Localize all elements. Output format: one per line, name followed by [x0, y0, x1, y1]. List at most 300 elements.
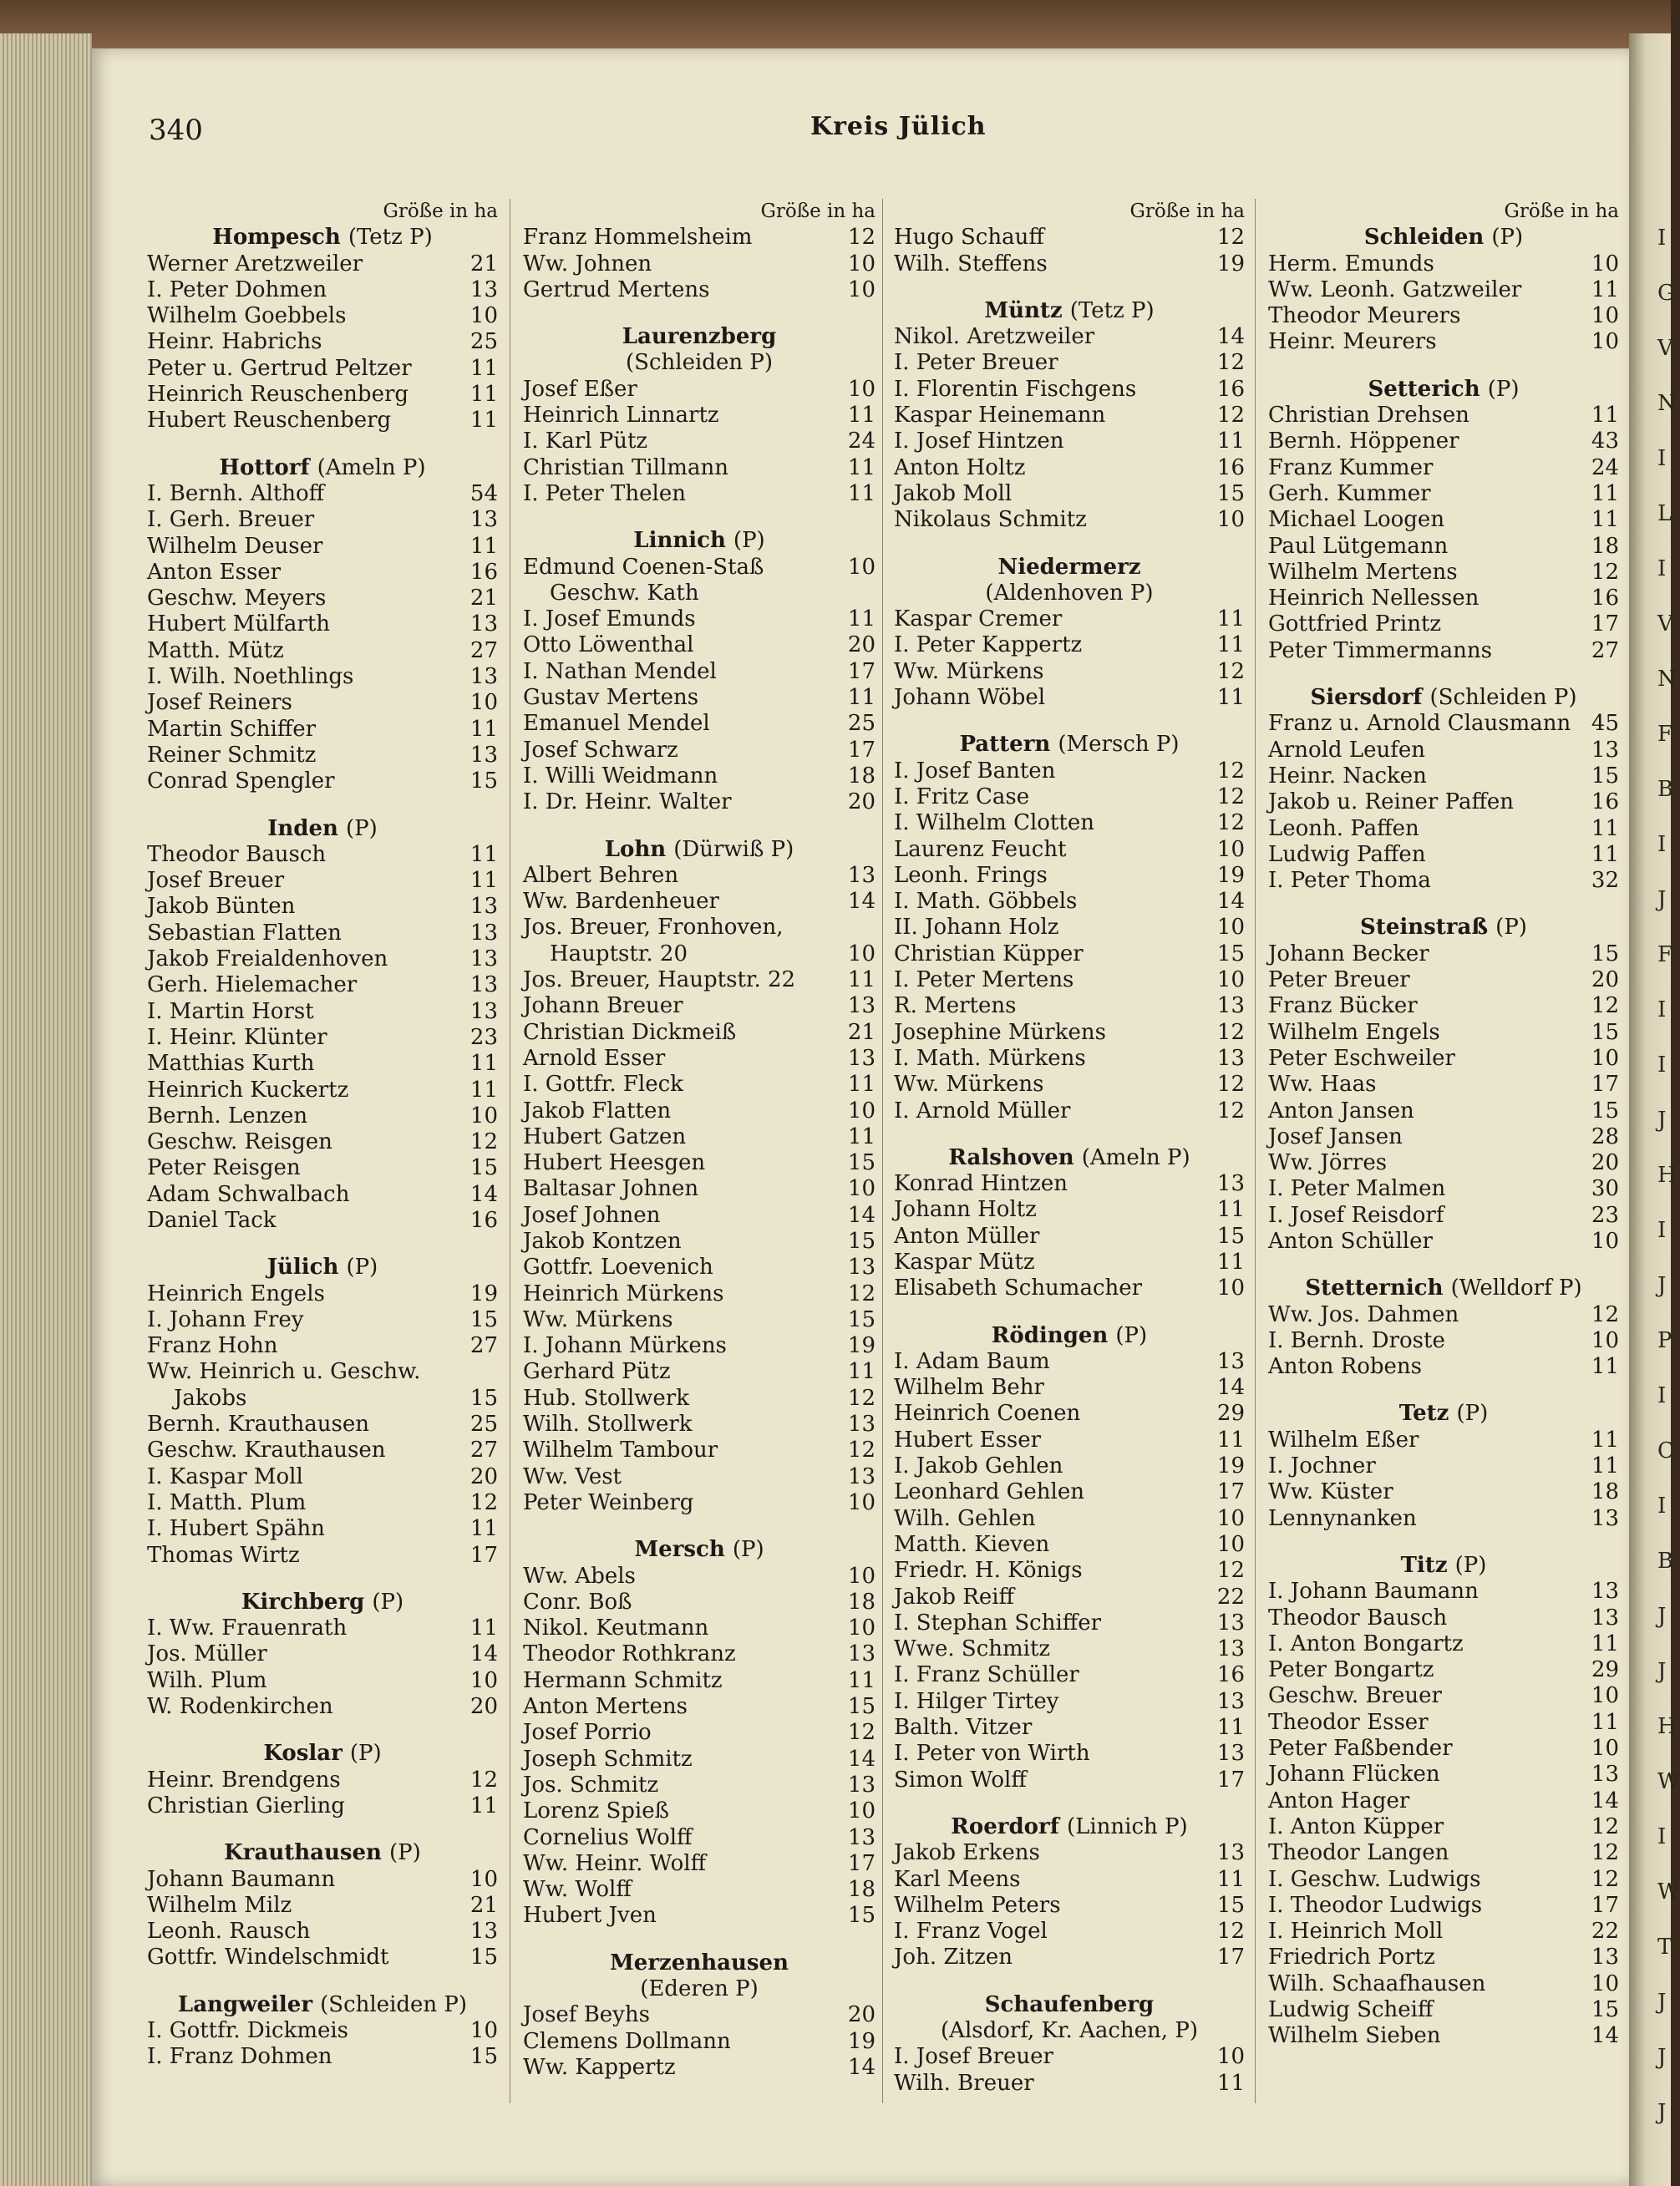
owner-name: Matth. Mütz: [147, 637, 284, 663]
area-ha: 16: [1591, 586, 1619, 611]
entry-row: [523, 1798, 876, 1824]
village-heading: [523, 837, 876, 863]
area-ha: 25: [469, 1412, 498, 1438]
entry-row: [1268, 941, 1619, 967]
owner-name: II. Johann Holz: [894, 915, 1059, 941]
area-ha: 15: [1591, 941, 1619, 966]
owner-name: Gottfried Printz: [1268, 611, 1442, 637]
entry-row: [147, 972, 498, 998]
owner-name: Christian Gierling: [147, 1793, 345, 1818]
area-ha: 15: [469, 1306, 498, 1332]
area-ha: 10: [847, 1176, 876, 1202]
area-ha: 10: [1591, 1683, 1619, 1709]
owner-name: Heinrich Linnartz: [523, 403, 719, 429]
entry-row: [523, 1694, 876, 1720]
owner-name: I. Josef Hintzen: [894, 429, 1064, 454]
owner-name: Christian Dickmeiß: [523, 1019, 737, 1045]
village-heading: [147, 1741, 498, 1767]
owner-name: Kaspar Cremer: [894, 606, 1063, 632]
owner-name: Wilhelm Goebbels: [147, 303, 347, 329]
entry-row: [523, 403, 876, 429]
area-ha: 15: [1216, 1892, 1245, 1918]
owner-name: Theodor Meurers: [1268, 303, 1461, 329]
entry-row: [147, 329, 498, 355]
area-ha: 54: [469, 480, 498, 506]
village-name: Laurenzberg: [622, 324, 777, 350]
entry-row: [1268, 1683, 1619, 1709]
entry-row: [147, 1051, 498, 1077]
column-3: [894, 199, 1245, 2097]
area-ha: 10: [1591, 1327, 1619, 1353]
parish-label: (P): [733, 528, 765, 554]
entry-row: [894, 2071, 1245, 2097]
parish-subheading: (Ederen P): [640, 1976, 759, 2001]
owner-name: Conrad Spengler: [147, 768, 335, 794]
entry-row: [147, 1386, 498, 1412]
owner-name: I. Hilger Tirtey: [894, 1688, 1059, 1714]
village-heading: [1268, 1401, 1619, 1427]
village-name: Koslar: [263, 1741, 343, 1767]
entry-row: [147, 1078, 498, 1103]
entry-row: [147, 1208, 498, 1234]
area-ha: 16: [1216, 376, 1245, 402]
owner-name: Balth. Vitzer: [894, 1715, 1033, 1741]
owner-name: Peter Eschweiler: [1268, 1045, 1455, 1071]
next-page-fragment: I: [1657, 832, 1667, 857]
owner-name: Hauptstr. 20: [550, 941, 688, 966]
owner-name: I. Josef Banten: [894, 758, 1056, 784]
village-heading: [147, 1840, 498, 1866]
area-ha: 11: [1216, 1427, 1245, 1453]
area-ha: 11: [1591, 1354, 1619, 1380]
entry-row: [523, 685, 876, 711]
area-ha: 10: [847, 1563, 876, 1589]
entry-row: [147, 743, 498, 768]
area-ha: 14: [469, 1181, 498, 1207]
village-name: Setterich: [1368, 376, 1480, 402]
entry-row: [147, 1919, 498, 1945]
parish-label: (P): [1456, 1401, 1489, 1427]
entry-row: [1268, 403, 1619, 429]
owner-name: Wilhelm Eßer: [1268, 1427, 1419, 1453]
village-name: Pattern: [959, 732, 1051, 758]
entry-row: [894, 1689, 1245, 1715]
area-ha: 12: [1216, 1098, 1245, 1123]
entry-row: [1268, 1453, 1619, 1479]
owner-name: Daniel Tack: [147, 1207, 277, 1233]
entry-row: [523, 763, 876, 789]
entry-row: [894, 837, 1245, 863]
entry-row: [894, 1558, 1245, 1584]
owner-name: Geschw. Kath: [550, 580, 699, 606]
area-ha: 10: [469, 1866, 498, 1892]
owner-name: I. Anton Bongartz: [1268, 1631, 1464, 1656]
area-ha: 10: [469, 1103, 498, 1129]
village-heading: [1268, 377, 1619, 403]
owner-name: Heinr. Nacken: [1268, 763, 1427, 789]
village-name: Hottorf: [219, 454, 310, 480]
entry-row: [147, 1103, 498, 1129]
owner-name: Wilhelm Mertens: [1268, 559, 1458, 585]
entry-row: [523, 555, 876, 581]
next-page-fragment: B: [1657, 1549, 1674, 1574]
owner-name: Heinrich Reuschenberg: [147, 382, 409, 408]
owner-name: Jos. Schmitz: [523, 1772, 659, 1798]
entry-row: [523, 1564, 876, 1590]
entry-row: [147, 1333, 498, 1359]
entry-row: [894, 455, 1245, 481]
entry-row: [523, 659, 876, 685]
owner-name: I. Willi Weidmann: [523, 763, 718, 789]
area-ha: 11: [1216, 632, 1245, 658]
owner-name: Ww. Jos. Dahmen: [1268, 1301, 1459, 1327]
area-ha: 23: [1591, 1202, 1619, 1228]
owner-name: Bernh. Höppener: [1268, 429, 1459, 454]
area-ha: 11: [469, 716, 498, 742]
owner-name: Hubert Mülfarth: [147, 611, 331, 637]
area-ha: 11: [847, 403, 876, 429]
entry-row: [523, 1903, 876, 1929]
area-ha: 11: [469, 355, 498, 381]
village-name: Stetternich: [1305, 1276, 1444, 1301]
owner-name: Anton Hager: [1268, 1788, 1410, 1813]
area-ha: 24: [847, 429, 876, 454]
entry-row: [523, 711, 876, 737]
parish-subheading: (Aldenhoven P): [985, 580, 1154, 606]
area-ha: 43: [1591, 429, 1619, 454]
column-1: [147, 199, 498, 2071]
entry-row: [147, 1307, 498, 1333]
area-ha: 12: [1216, 403, 1245, 429]
entry-row: [523, 967, 876, 993]
entry-row: [147, 408, 498, 434]
entry-row: [147, 768, 498, 794]
entry-row: [1268, 1354, 1619, 1380]
area-ha: 17: [1216, 1945, 1245, 1970]
parish-label: (P): [1495, 915, 1527, 941]
owner-name: Jakob Erkens: [894, 1840, 1040, 1866]
entry-row: [894, 251, 1245, 277]
entry-row: [894, 1741, 1245, 1767]
owner-name: R. Mertens: [894, 993, 1017, 1019]
area-ha: 19: [1216, 862, 1245, 888]
next-page-fragment: V: [1657, 336, 1673, 361]
area-ha: 12: [1216, 1919, 1245, 1945]
entry-row: [1268, 1072, 1619, 1098]
area-ha: 21: [847, 1019, 876, 1045]
area-ha: 27: [469, 637, 498, 663]
area-ha: 11: [1591, 403, 1619, 429]
entry-row: [1268, 1945, 1619, 1970]
area-ha: 13: [1591, 1945, 1619, 1970]
area-ha: 15: [469, 1385, 498, 1411]
entry-row: [147, 717, 498, 743]
entry-row: [147, 1768, 498, 1793]
entry-row: [147, 1129, 498, 1155]
owner-name: Otto Löwenthal: [523, 632, 694, 658]
entry-row: [147, 894, 498, 920]
entry-row: [894, 225, 1245, 251]
entry-row: [147, 303, 498, 329]
area-ha: 11: [469, 1051, 498, 1077]
village-name: Schleiden: [1363, 225, 1485, 251]
entry-row: [147, 382, 498, 408]
entry-row: [1268, 967, 1619, 993]
owner-name: Paul Lütgemann: [1268, 533, 1449, 559]
entry-row: [1268, 993, 1619, 1019]
area-ha: 13: [847, 1045, 876, 1071]
area-ha: 19: [1216, 1453, 1245, 1479]
size-column-label: Größe in ha: [383, 200, 498, 222]
area-ha: 11: [1591, 276, 1619, 302]
entry-row: [147, 1516, 498, 1542]
owner-name: Heinr. Brendgens: [147, 1767, 341, 1793]
entry-row: [523, 1359, 876, 1385]
area-ha: 11: [469, 1615, 498, 1641]
area-ha: 18: [1591, 1479, 1619, 1505]
owner-name: Edmund Coenen-Staß: [523, 554, 764, 580]
village-heading: [523, 1950, 876, 1976]
owner-name: I. Matth. Plum: [147, 1489, 307, 1515]
area-ha: 12: [847, 1720, 876, 1746]
entry-row: [523, 738, 876, 763]
area-ha: 15: [847, 1150, 876, 1176]
entry-row: [147, 1867, 498, 1893]
owner-name: Anton Jansen: [1268, 1098, 1414, 1123]
entry-row: [894, 967, 1245, 993]
owner-name: Bernh. Krauthausen: [147, 1412, 369, 1438]
area-ha: 10: [847, 376, 876, 402]
village-name: Niedermerz: [997, 554, 1141, 580]
entry-row: [894, 1020, 1245, 1046]
owner-name: Nikol. Keutmann: [523, 1615, 709, 1641]
entry-row: [523, 1255, 876, 1281]
entry-row: [147, 999, 498, 1025]
owner-name: I. Peter Thelen: [523, 480, 686, 506]
page-stack-edges: [0, 33, 92, 2186]
owner-name: I. Gottfr. Fleck: [523, 1072, 683, 1098]
entry-row: [1268, 816, 1619, 842]
owner-name: Emanuel Mendel: [523, 711, 710, 737]
entry-row: [894, 1636, 1245, 1662]
area-ha: [464, 1359, 498, 1385]
area-ha: 13: [469, 998, 498, 1024]
area-ha: 16: [1216, 1662, 1245, 1688]
area-ha: 12: [1591, 559, 1619, 585]
owner-name: Sebastian Flatten: [147, 920, 342, 946]
area-ha: 11: [847, 967, 876, 993]
column-4: [1268, 199, 1619, 2050]
entry-row: [523, 1412, 876, 1438]
owner-name: Jos. Breuer, Hauptstr. 22: [523, 967, 796, 993]
next-page-fragment: I: [1657, 997, 1667, 1022]
entry-row: [147, 1694, 498, 1720]
village-heading: [1268, 915, 1619, 941]
parish-label: (Ameln P): [1081, 1144, 1190, 1170]
parish-label: (P): [732, 1537, 764, 1563]
next-page-fragment: F: [1657, 942, 1673, 967]
owner-name: I. Gerh. Breuer: [147, 507, 315, 533]
entry-row: [147, 1945, 498, 1970]
parish-label: (Schleiden P): [1429, 685, 1577, 711]
area-ha: 15: [469, 1155, 498, 1181]
area-ha: 21: [469, 251, 498, 276]
owner-name: Ww. Heinr. Wolff: [523, 1850, 707, 1876]
entry-row: [523, 1464, 876, 1490]
owner-name: Josef Porrio: [523, 1720, 652, 1746]
entry-row: [1268, 507, 1619, 533]
area-ha: 14: [1591, 1788, 1619, 1813]
page-number: 340: [149, 114, 203, 147]
entry-row: [523, 1229, 876, 1255]
next-page-fragment: I: [1657, 226, 1667, 251]
village-heading: [894, 732, 1245, 758]
owner-name: Anton Esser: [147, 559, 282, 585]
owner-name: Simon Wolff: [894, 1767, 1027, 1793]
entry-row: [523, 2055, 876, 2081]
entry-row: [894, 606, 1245, 632]
area-ha: 13: [1216, 1348, 1245, 1374]
owner-name: Baltasar Johnen: [523, 1176, 699, 1202]
village-name: Kirchberg: [241, 1589, 365, 1615]
area-ha: 13: [469, 664, 498, 690]
entry-row: [147, 2018, 498, 2044]
next-page-fragment: W: [1657, 1769, 1680, 1794]
next-page-fragment: I: [1657, 556, 1667, 581]
owner-name: I. Wilhelm Clotten: [894, 810, 1094, 836]
entry-row: [894, 915, 1245, 941]
area-ha: 10: [469, 303, 498, 329]
area-ha: 12: [1216, 658, 1245, 684]
area-ha: 10: [469, 1667, 498, 1693]
area-ha: 12: [1216, 1558, 1245, 1584]
owner-name: I. Anton Küpper: [1268, 1813, 1444, 1839]
owner-name: Ww. Mürkens: [523, 1306, 673, 1332]
village-heading: [894, 1323, 1245, 1349]
owner-name: Franz Kummer: [1268, 454, 1434, 480]
entry-row: [1268, 277, 1619, 303]
owner-name: Anton Schüller: [1268, 1228, 1433, 1254]
owner-name: I. Geschw. Ludwigs: [1268, 1866, 1481, 1892]
entry-row: [1268, 429, 1619, 454]
entry-row: [147, 560, 498, 586]
area-ha: 11: [469, 868, 498, 894]
area-ha: 20: [469, 1463, 498, 1489]
area-ha: 13: [847, 1255, 876, 1281]
entry-row: [1268, 1579, 1619, 1605]
area-ha: 20: [847, 789, 876, 815]
entry-row: [147, 690, 498, 716]
area-ha: 10: [847, 554, 876, 580]
entry-row: [1268, 1428, 1619, 1453]
village-name: Lohn: [604, 836, 667, 862]
area-ha: 10: [1216, 1276, 1245, 1301]
owner-name: Gerh. Kummer: [1268, 480, 1431, 506]
area-ha: 10: [847, 1615, 876, 1641]
entry-row: [1268, 1788, 1619, 1814]
owner-name: Hubert Jven: [523, 1903, 657, 1929]
village-heading: [147, 1992, 498, 2018]
entry-row: [523, 455, 876, 481]
area-ha: 22: [1591, 1919, 1619, 1945]
area-ha: 13: [847, 1824, 876, 1850]
owner-name: Gottfr. Loevenich: [523, 1255, 713, 1281]
owner-name: I. Johann Frey: [147, 1306, 304, 1332]
owner-name: Ww. Haas: [1268, 1072, 1377, 1098]
owner-name: Geschw. Reisgen: [147, 1129, 332, 1155]
area-ha: 17: [1591, 1072, 1619, 1098]
area-ha: 16: [469, 559, 498, 585]
village-name: Inden: [267, 815, 338, 841]
entry-row: [1268, 1736, 1619, 1762]
owner-name: Matthias Kurth: [147, 1051, 315, 1077]
entry-row: [894, 1375, 1245, 1401]
area-ha: 14: [1216, 889, 1245, 915]
area-ha: 14: [847, 1202, 876, 1228]
owner-name: I. Peter Dohmen: [147, 276, 327, 302]
entry-row: [147, 1438, 498, 1463]
entry-row: [147, 842, 498, 868]
owner-name: Johann Flücken: [1268, 1762, 1440, 1788]
entry-row: [523, 481, 876, 507]
owner-name: Johann Wöbel: [894, 685, 1046, 711]
entry-row: [523, 1333, 876, 1359]
owner-name: Ww. Jörres: [1268, 1150, 1388, 1176]
village-name: Rödingen: [991, 1322, 1109, 1348]
area-ha: 15: [847, 1228, 876, 1254]
owner-name: Gustav Mertens: [523, 685, 699, 711]
entry-row: [147, 1281, 498, 1307]
area-ha: 15: [1216, 941, 1245, 966]
area-ha: 10: [469, 690, 498, 716]
area-ha: 10: [1216, 2044, 1245, 2070]
next-page-fragment: J: [1657, 1108, 1667, 1133]
size-column-label: Größe in ha: [760, 200, 876, 222]
owner-name: Konrad Hintzen: [894, 1171, 1068, 1197]
entry-row: [1268, 1203, 1619, 1229]
owner-name: Ww. Wolff: [523, 1877, 632, 1903]
owner-name: Christian Tillmann: [523, 454, 728, 480]
village-name: Titz: [1400, 1552, 1448, 1578]
area-ha: 18: [847, 1877, 876, 1903]
owner-name: Friedr. H. Königs: [894, 1558, 1083, 1584]
next-page-fragment: I: [1657, 1052, 1667, 1078]
owner-name: I. Heinr. Klünter: [147, 1024, 327, 1050]
entry-row: [894, 784, 1245, 810]
entry-row: [1268, 842, 1619, 868]
owner-name: I. Fritz Case: [894, 784, 1030, 809]
owner-name: Theodor Bausch: [1268, 1605, 1448, 1631]
owner-name: I. Stephan Schiffer: [894, 1610, 1102, 1636]
entry-row: [1268, 1631, 1619, 1657]
area-ha: 10: [1591, 1228, 1619, 1254]
area-ha: 10: [1591, 251, 1619, 276]
entry-row: [147, 1155, 498, 1181]
entry-row: [894, 1893, 1245, 1919]
entry-row: [894, 1250, 1245, 1276]
entry-row: [894, 863, 1245, 889]
area-ha: [842, 581, 876, 606]
owner-name: Josef Reiners: [147, 690, 292, 716]
owner-name: Peter Faßbender: [1268, 1736, 1453, 1762]
area-ha: 11: [1591, 507, 1619, 533]
owner-name: Bernh. Lenzen: [147, 1103, 308, 1129]
size-column-label: Größe in ha: [1504, 200, 1619, 222]
area-ha: 11: [469, 1793, 498, 1818]
area-ha: 10: [1591, 1970, 1619, 1996]
area-ha: 11: [1591, 841, 1619, 867]
owner-name: Arnold Leufen: [1268, 737, 1425, 763]
